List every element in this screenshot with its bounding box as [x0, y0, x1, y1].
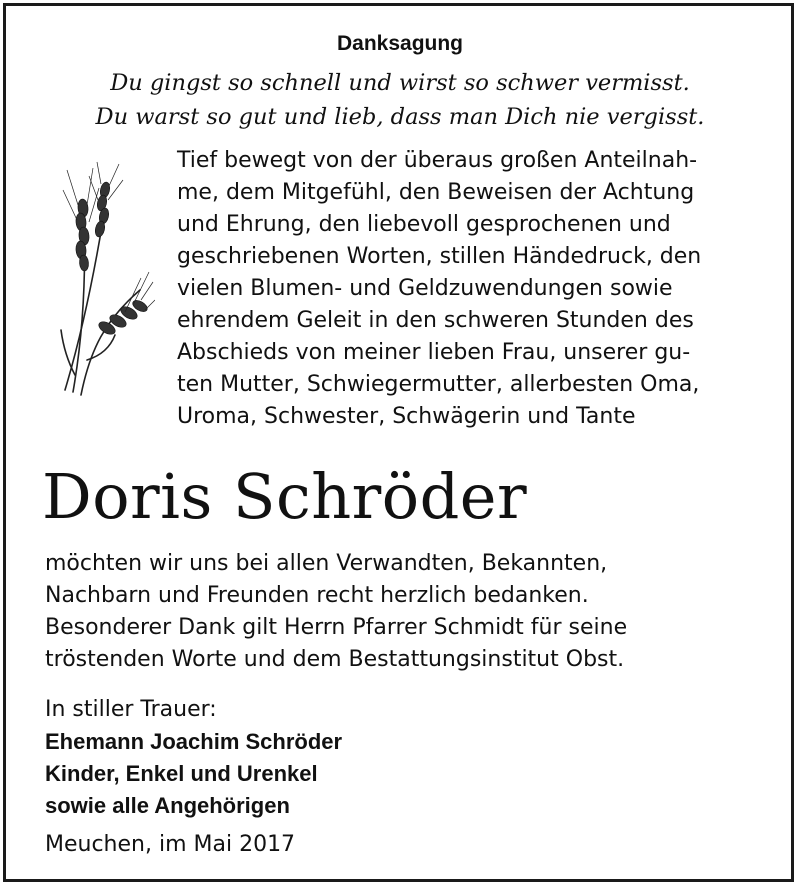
intro-line: geschriebenen Worten, stillen Händedruck, den [177, 244, 702, 269]
wheat-ears-icon [45, 160, 155, 400]
mourning-label: In stiller Trauer: [45, 697, 217, 722]
intro-line: Abschieds von meiner lieben Frau, unserer gu- [177, 340, 691, 365]
thanks-line: tröstenden Worte und dem Bestattungsinstitut Obst. [45, 647, 625, 672]
notice-title: Danksagung [336, 32, 464, 55]
mourners-block [45, 694, 645, 822]
mourner-line: sowie alle Angehörigen [45, 793, 290, 818]
intro-line: vielen Blumen- und Geldzuwendungen sowie [177, 276, 673, 301]
deceased-name: Doris Schröder [42, 460, 528, 533]
place-date: Meuchen, im Mai 2017 [45, 832, 296, 857]
thanks-line: Besonderer Dank gilt Herrn Pfarrer Schmidt für seine [45, 615, 628, 640]
thanks-line: möchten wir uns bei allen Verwandten, Bekannten, [45, 551, 608, 576]
intro-paragraph [177, 145, 777, 433]
intro-line: ten Mutter, Schwiegermutter, allerbesten Oma, [177, 372, 700, 397]
verse-line-1: Du gingst so schnell und wirst so schwer vermisst. [110, 70, 690, 96]
intro-line: und Ehrung, den liebevoll gesprochenen und [177, 212, 671, 237]
intro-line: Tief bewegt von der überaus großen Anteilnah- [177, 148, 698, 173]
mourner-line: Ehemann Joachim Schröder [45, 729, 343, 754]
thanks-line: Nachbarn und Freunden recht herzlich bedanken. [45, 583, 589, 608]
intro-line: me, dem Mitgefühl, den Beweisen der Achtung [177, 180, 695, 205]
verse-line-2: Du warst so gut und lieb, dass man Dich nie vergisst. [95, 104, 705, 130]
thanks-paragraph [45, 548, 765, 676]
intro-line: Uroma, Schwester, Schwägerin und Tante [177, 404, 636, 429]
mourner-line: Kinder, Enkel und Urenkel [45, 761, 318, 786]
intro-line: ehrendem Geleit in den schweren Stunden des [177, 308, 694, 333]
